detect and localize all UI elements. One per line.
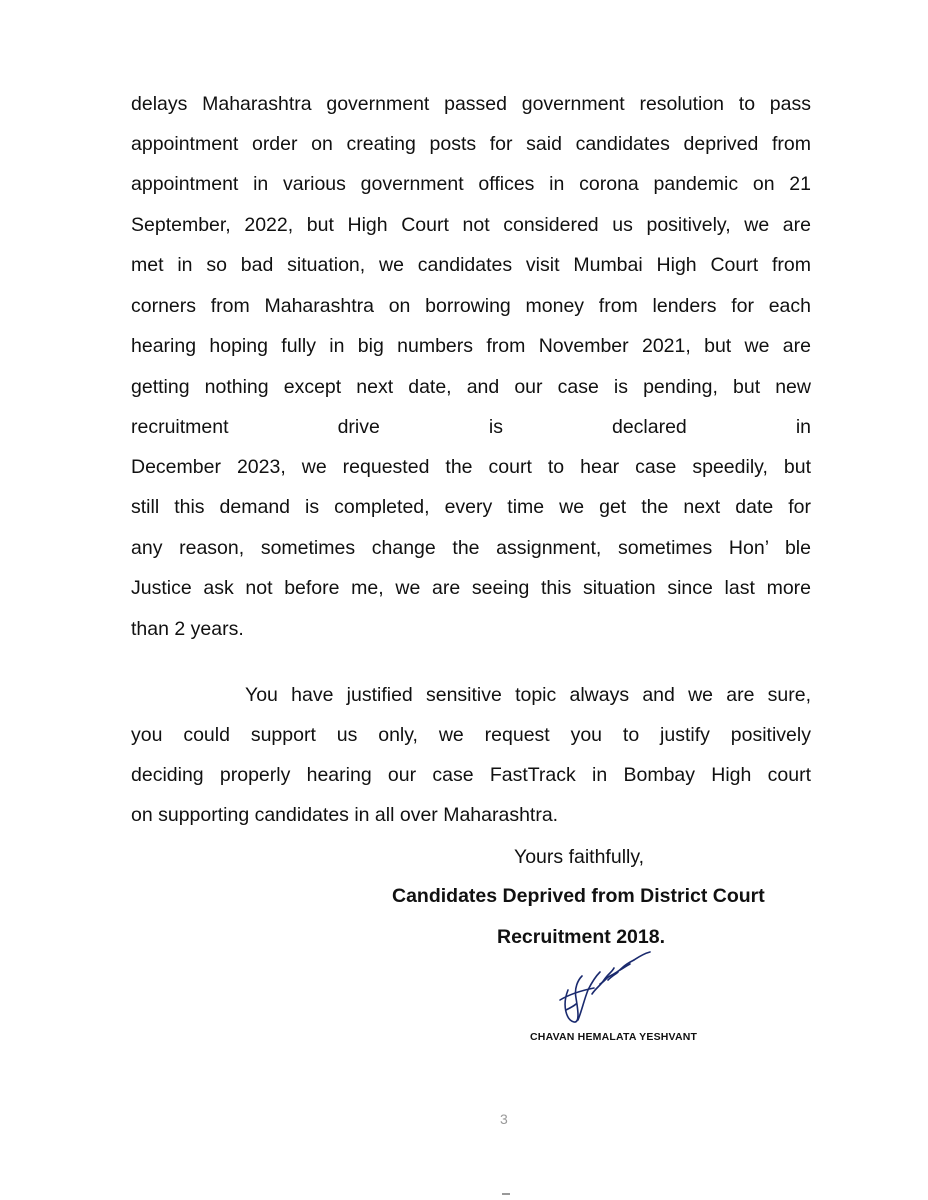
signature-name: CHAVAN HEMALATA YESHVANT — [530, 1031, 698, 1043]
paragraph-line: met in so bad situation, we candidates visit Mumbai High Court from — [131, 254, 811, 276]
paragraph-line: still this demand is completed, every time we get the next date for — [131, 496, 811, 518]
paragraph-line: you could support us only, we request you to justify positively — [131, 724, 811, 746]
paragraph-line: appointment in various government offices in corona pandemic on 21 — [131, 173, 811, 195]
paragraph-line: September, 2022, but High Court not considered us positively, we are — [131, 214, 811, 236]
paragraph-line: deciding properly hearing our case FastTrack in Bombay High court — [131, 764, 811, 786]
page-edge-mark — [502, 1193, 510, 1195]
paragraph-line: than 2 years. — [131, 618, 244, 640]
page-number: 3 — [500, 1111, 508, 1127]
paragraph-line: You have justified sensitive topic always and we are sure, — [245, 684, 811, 706]
paragraph-line: Justice ask not before me, we are seeing this situation since last more — [131, 577, 811, 599]
paragraph-line: on supporting candidates in all over Maharashtra. — [131, 804, 559, 826]
signatory-line-2: Recruitment 2018. — [497, 926, 665, 948]
paragraph-line: December 2023, we requested the court to hear case speedily, but — [131, 456, 811, 478]
paragraph-line: corners from Maharashtra on borrowing money from lenders for each — [131, 295, 811, 317]
paragraph-line: delays Maharashtra government passed government resolution to pass — [131, 93, 811, 115]
paragraph-line: hearing hoping fully in big numbers from November 2021, but we are — [131, 335, 811, 357]
signatory-line-1: Candidates Deprived from District Court — [392, 885, 765, 907]
paragraph-line: appointment order on creating posts for said candidates deprived from — [131, 133, 811, 155]
paragraph-line: any reason, sometimes change the assignment, sometimes Hon’ ble — [131, 537, 811, 559]
paragraph-line: recruitment drive is declared in — [131, 416, 811, 438]
closing-salutation: Yours faithfully, — [514, 846, 645, 868]
paragraph-line: getting nothing except next date, and our case is pending, but new — [131, 376, 811, 398]
handwritten-signature — [548, 950, 658, 1030]
